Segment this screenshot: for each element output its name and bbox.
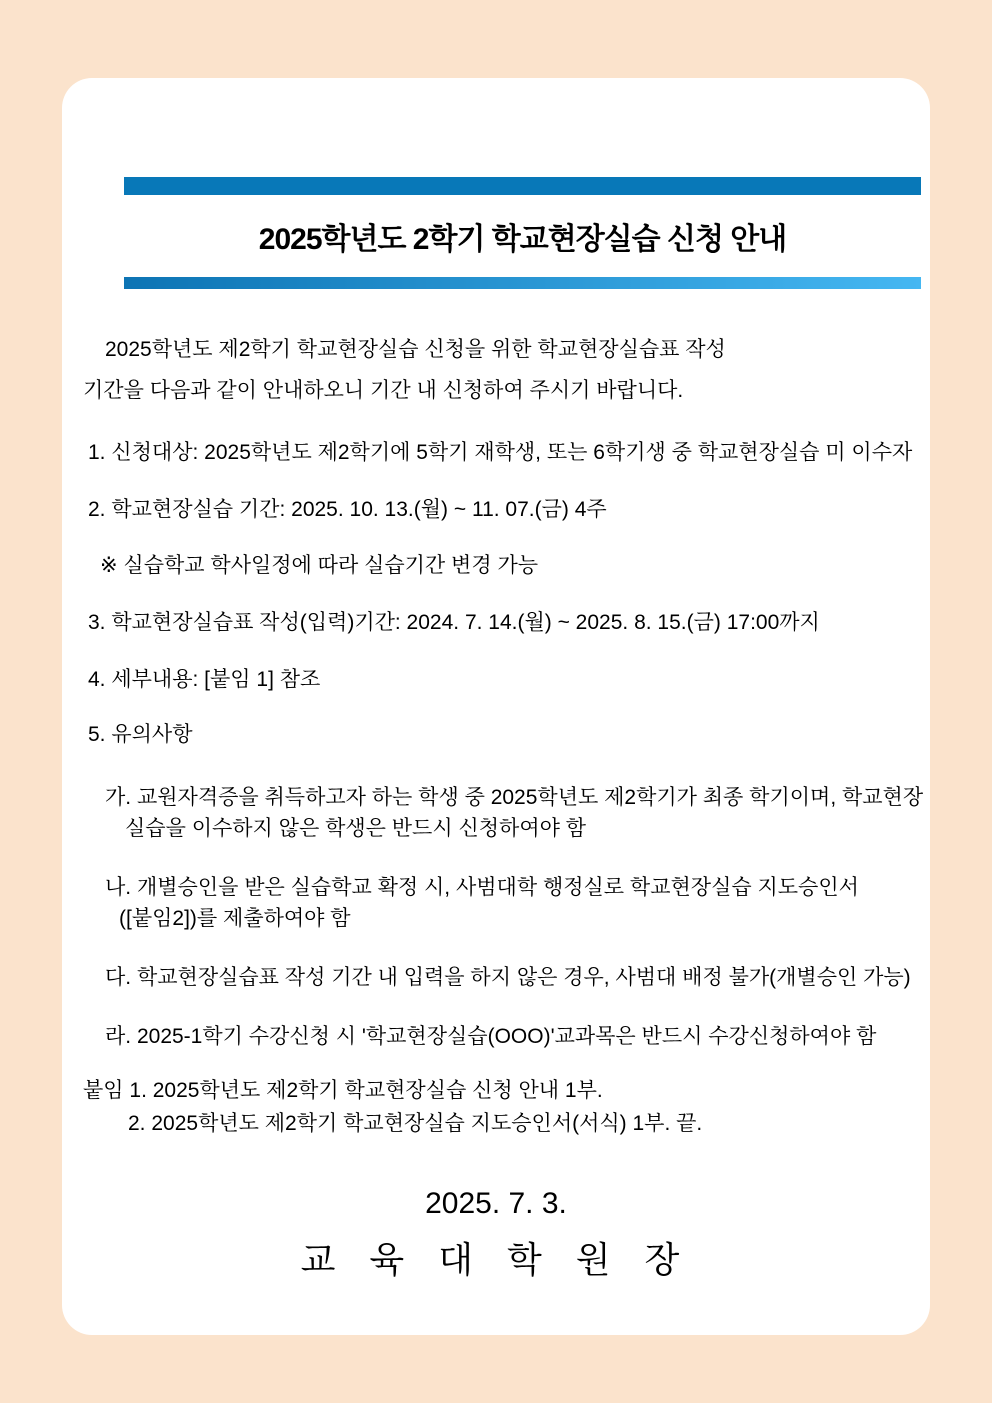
list-item-5-precautions: 5. 유의사항 — [88, 723, 193, 746]
sub-item-ga-line-1: 가. 교원자격증을 취득하고자 하는 학생 중 2025학년도 제2학기가 최종 학기이며, 학교현장 — [105, 786, 924, 809]
header-gradient-bar — [124, 277, 921, 289]
signature-graduate-school-dean: 교 육 대 학 원 장 — [300, 1239, 692, 1280]
list-item-1-applicants: 1. 신청대상: 2025학년도 제2학기에 5학기 재학생, 또는 6학기생 중 학교현장실습 미 이수자 — [88, 441, 913, 464]
intro-paragraph-line-2: 기간을 다음과 같이 안내하오니 기간 내 신청하여 주시기 바랍니다. — [83, 379, 684, 402]
document-title: 2025학년도 2학기 학교현장실습 신청 안내 — [258, 223, 787, 256]
sub-item-ga-line-2: 실습을 이수하지 않은 학생은 반드시 신청하여야 함 — [125, 817, 587, 840]
sub-item-na-line-1: 나. 개별승인을 받은 실습학교 확정 시, 사범대학 행정실로 학교현장실습 지도승인서 — [105, 876, 859, 899]
attachment-line-1: 붙임 1. 2025학년도 제2학기 학교현장실습 신청 안내 1부. — [83, 1079, 603, 1102]
list-item-4-details: 4. 세부내용: [붙임 1] 참조 — [88, 668, 321, 691]
header-top-bar — [124, 177, 921, 195]
sub-item-na-line-2: ([붙임2])를 제출하여야 함 — [119, 907, 351, 930]
document-date: 2025. 7. 3. — [425, 1187, 567, 1220]
sub-item-ra: 라. 2025-1학기 수강신청 시 '학교현장실습(OOO)'교과목은 반드시 수강신청하여야 함 — [105, 1025, 877, 1048]
list-item-3-entry-period: 3. 학교현장실습표 작성(입력)기간: 2024. 7. 14.(월) ~ 2025. 8. 15.(금) 17:00까지 — [88, 611, 820, 634]
intro-paragraph-line-1: 2025학년도 제2학기 학교현장실습 신청을 위한 학교현장실습표 작성 — [105, 338, 726, 361]
document-card — [62, 78, 930, 1335]
attachment-line-2: 2. 2025학년도 제2학기 학교현장실습 지도승인서(서식) 1부. 끝. — [128, 1112, 703, 1135]
list-item-2-practice-period: 2. 학교현장실습 기간: 2025. 10. 13.(월) ~ 11. 07.(금) 4주 — [88, 498, 607, 521]
sub-item-da: 다. 학교현장실습표 작성 기간 내 입력을 하지 않은 경우, 사범대 배정 불가(개별승인 가능) — [105, 966, 911, 989]
note-practice-period-change: ※ 실습학교 학사일정에 따라 실습기간 변경 가능 — [100, 554, 539, 577]
